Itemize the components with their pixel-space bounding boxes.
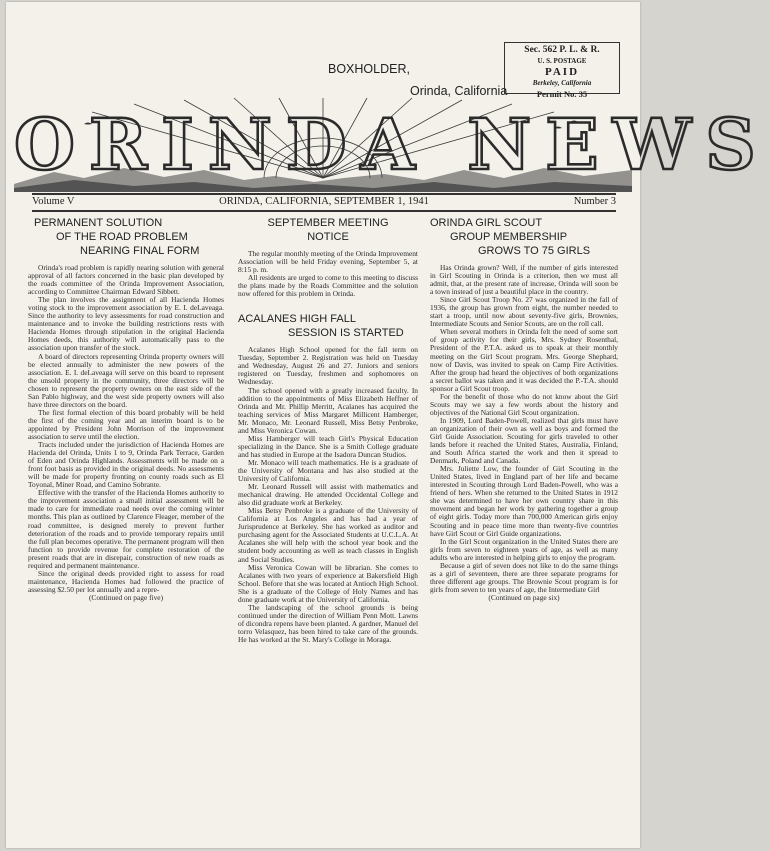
- scouts-paragraph: In 1909, Lord Baden-Powell, realized that girls must have an organization of their own as well as boys and formed the Girl Guide Association. Scouting for girls traveled to other lands before it reached the United States, Australia, Finland, and South Africa started the work and then it spread to Denmark, Poland and Canada.: [430, 415, 618, 466]
- acalanes-headline-line-2: SESSION IS STARTED: [288, 327, 404, 340]
- acalanes-paragraph: The school opened with a greatly increased faculty. In addition to the appointments of Miss Elizabeth Heffner of Orinda and Mr. Phillip Merritt, Acalanes has acquired the teaching services of Miss Margaret Millicent Hamberger, Mr. Monaco, Mr. Leonard Russell, Miss Betsy Penbroke, and Miss Veronica Cowan.: [238, 385, 418, 435]
- road-headline-line-1: PERMANENT SOLUTION: [34, 217, 163, 229]
- stamp-permit: Permit No. 35: [536, 89, 588, 99]
- scouts-paragraph: For the benefit of those who do not know about the Girl Scouts may we say a few words about the history and objectives of the National Girl Scout organization.: [430, 391, 618, 417]
- acalanes-paragraph: Acalanes High School opened for the fall term on Tuesday, September 2. Registration was held on Tuesday and Wednesday, August 26 and 27. Juniors and seniors registered on Tuesday, freshmen and sophomores on Wednesday.: [238, 345, 418, 387]
- masthead-rule-bottom: [32, 210, 616, 212]
- address-line-city: Orinda, California: [410, 84, 508, 98]
- scouts-article-body: [430, 264, 618, 602]
- column-middle: [238, 216, 418, 846]
- meeting-headline-line-1: SEPTEMBER MEETING: [267, 217, 389, 229]
- masthead-rule-top: [32, 193, 616, 195]
- stamp-postage: U. S. POSTAGE: [537, 57, 587, 65]
- road-headline-line-2: OF THE ROAD PROBLEM: [56, 231, 188, 243]
- road-article-body: [28, 264, 224, 602]
- meeting-headline: [238, 216, 418, 244]
- acalanes-paragraph: Miss Veronica Cowan will be librarian. She comes to Acalanes with two years of experience at Bakersfield High School. Before that she was located at Antioch High School. She is a graduate of the College of Holy Names and has done graduate work at the University of California.: [238, 562, 418, 604]
- address-line-boxholder: BOXHOLDER,: [328, 62, 410, 76]
- masthead: [14, 98, 770, 192]
- acalanes-article-body: [238, 346, 418, 644]
- road-paragraph: Since the original deeds provided right to assess for road maintenance, Hacienda Homes had followed the practice of assessing $2.50 per lot annually and a repre-: [28, 568, 224, 594]
- scouts-paragraph: Mrs. Juliette Low, the founder of Girl Scouting in the United States, lived in England part of her life and became interested in Scouting through Lord Baden-Powell, who was a friend of hers. When she returned to the United States in 1912 she was determined to have her own country share in this movement and began her work by gathering together a group of eight girls. Today more than 700,000 American girls enjoy Scouting and in peace time more than twenty-five countries have Girl Scout or Girl Guide organizations.: [430, 464, 618, 538]
- volume-label: Volume V: [32, 196, 75, 207]
- masthead-title: ORINDA NEWS: [14, 103, 770, 186]
- acalanes-paragraph: Miss Hamberger will teach Girl's Physical Education specializing in the Dance. She is a Smith College graduate and has studied in Europe at the Isadora Duncan Studios.: [238, 433, 418, 459]
- scouts-paragraph: Since Girl Scout Troop No. 27 was organized in the fall of 1936, the group has grown from eight, the number needed to start a troop, until now about seventy-five girls, Brownies, Intermediate Scouts and Senior Scouts, are on the roll call.: [430, 295, 618, 329]
- scouts-headline-line-1: ORINDA GIRL SCOUT: [430, 217, 543, 229]
- stamp-city: Berkeley, California: [532, 79, 592, 87]
- scouts-headline-line-2: GROUP MEMBERSHIP: [450, 231, 568, 243]
- scouts-paragraph: Because a girl of seven does not like to do the same things as a girl of seventeen, there are three separate programs for three different age groups. The Brownie Scout program is for girls from seven to ten years of age, the Intermediate Girl: [430, 560, 618, 594]
- scouts-paragraph: When several mothers in Orinda felt the need of some sort of group activity for their girls, Mrs. Sydney Rosenthal, President of the P.T.A. asked us to speak at their monthly meeting on the Girl Scout program. Mrs. George Shephard, now of Davis, was invited to speak on Camp Fire Activities. After the group had heard the objectives of both organizations a secret ballot was taken and it was decided the P.-T.A. should sponsor a Girl Scout troop.: [430, 327, 618, 393]
- meeting-headline-line-2: NOTICE: [307, 231, 349, 243]
- meeting-article-body: [238, 250, 418, 298]
- stamp-paid: PAID: [544, 66, 580, 78]
- road-continued-note: (Continued on page five): [88, 592, 164, 602]
- road-paragraph: Tracts included under the jurisdiction of Hacienda Homes are Hacienda del Orinda, Units 1 to 9, Orinda Park Terrace, Garden of Eden and Orinda Highlands. Assessments will be made on a front foot basis as provided in the original deeds. No assessments will be made for property fronting on county roads such as El Toyonal, Miner Road, and Camino Sobrante.: [28, 440, 224, 490]
- column-left: [28, 216, 224, 846]
- stamp-section: Sec. 562 P. L. & R.: [524, 45, 600, 55]
- road-paragraph: Orinda's road problem is rapidly nearing solution with general approval of all factors concerned in the basic plan developed by the roads committee of the Orinda Improvement Association, according to Committee Chairman Edward Sibbett.: [28, 263, 224, 297]
- issue-number: Number 3: [573, 196, 616, 207]
- column-right: [430, 216, 618, 846]
- acalanes-paragraph: Mr. Leonard Russell will assist with mathematics and mechanical drawing. He attended Occidental College and also did graduate work at Berkeley.: [238, 482, 418, 508]
- dateline: [32, 196, 616, 210]
- postage-permit-box: [504, 42, 620, 99]
- newspaper-page: [6, 2, 770, 848]
- road-headline-line-3: NEARING FINAL FORM: [80, 245, 200, 257]
- road-paragraph: Effective with the transfer of the Hacienda Homes authority to the improvement association a small initial assessment will be made to care for immediate road needs over the coming winter months. This plan as outlined by Clarence Fleager, member of the road committee, is designed merely to prevent further deterioration of the roads and to provide temporary repairs until the full plan becomes operative. The permanent program will then function to provide revenue for complete restoration of the present roads that are in disrepair, construction of new roads as required and permanent maintenance.: [28, 488, 224, 570]
- meeting-paragraph: All residents are urged to come to this meeting to discuss the plans made by the Roads Committee and the solution now offered for this problem in Orinda.: [238, 273, 418, 299]
- acalanes-headline-line-1: ACALANES HIGH FALL: [238, 313, 356, 326]
- scouts-continued-note: (Continued on page six): [488, 592, 560, 602]
- acalanes-headline: [238, 312, 418, 340]
- acalanes-paragraph: The landscaping of the school grounds is being continued under the direction of William Penn Mott. Lawns of dicondra repens have been planted. A gardner, Manuel del torro Velasquez, has been hired to take care of the grounds. He has worked at the St. Mary's College in Moraga.: [238, 602, 418, 644]
- acalanes-paragraph: Miss Betsy Penbroke is a graduate of the University of California at Los Angeles and has had a year of Jurisprudence at Berkeley. She has worked as auditor and purchasing agent for the Associated Students at U.C.L.A. At Acalanes she will help with the school year book and the student body accounting as well as teach classes in English and Social Studies.: [238, 506, 418, 564]
- issue-date: ORINDA, CALIFORNIA, SEPTEMBER 1, 1941: [219, 196, 429, 207]
- scouts-headline-line-3: GROWS TO 75 GIRLS: [478, 245, 591, 257]
- scouts-headline: [430, 216, 618, 258]
- scouts-paragraph: In the Girl Scout organization in the United States there are girls from seven to eighteen years of age, as well as many adults who are interested in helping girls to enjoy the program.: [430, 536, 618, 562]
- road-paragraph: A board of directors representing Orinda property owners will be elected annually to administer the new powers of the association. E. I. deLaveaga will serve on this board to represent the unsold property in the community, three directors will be chosen to represent the property owners on the east side of the San Pablo highway, and the west side property owners will also have three directors on the board.: [28, 351, 224, 409]
- road-paragraph: The first formal election of this board probably will be held the first of the coming year and an interim board is to be appointed by President John Morrison of the improvement association to serve until the election.: [28, 407, 224, 441]
- meeting-paragraph: The regular monthly meeting of the Orinda Improvement Association will be held Friday evening, September 5, at 8:15 p. m.: [238, 249, 418, 275]
- acalanes-paragraph: Mr. Monaco will teach mathematics. He is a graduate of the University of Montana and has also studied at the University of California.: [238, 457, 418, 484]
- road-headline: [28, 216, 224, 258]
- road-paragraph: The plan involves the assignment of all Hacienda Homes voting stock to the improvement association by E. I. deLaveaga. Since the authority to levy assessments for road construction and maintenance and to invoke the building restrictions rests with Hacienda Homes through stipulation in the original Hacienda Homes deeds, this authority will automatically pass to the association upon transfer of the stock.: [28, 295, 224, 353]
- scouts-paragraph: Has Orinda grown? Well, if the number of girls interested in Girl Scouting in Orinda is a criterion, then we must all admit, that, at the present rate of increase, Orinda will soon be a town instead of just a beautiful place in the country.: [430, 263, 618, 297]
